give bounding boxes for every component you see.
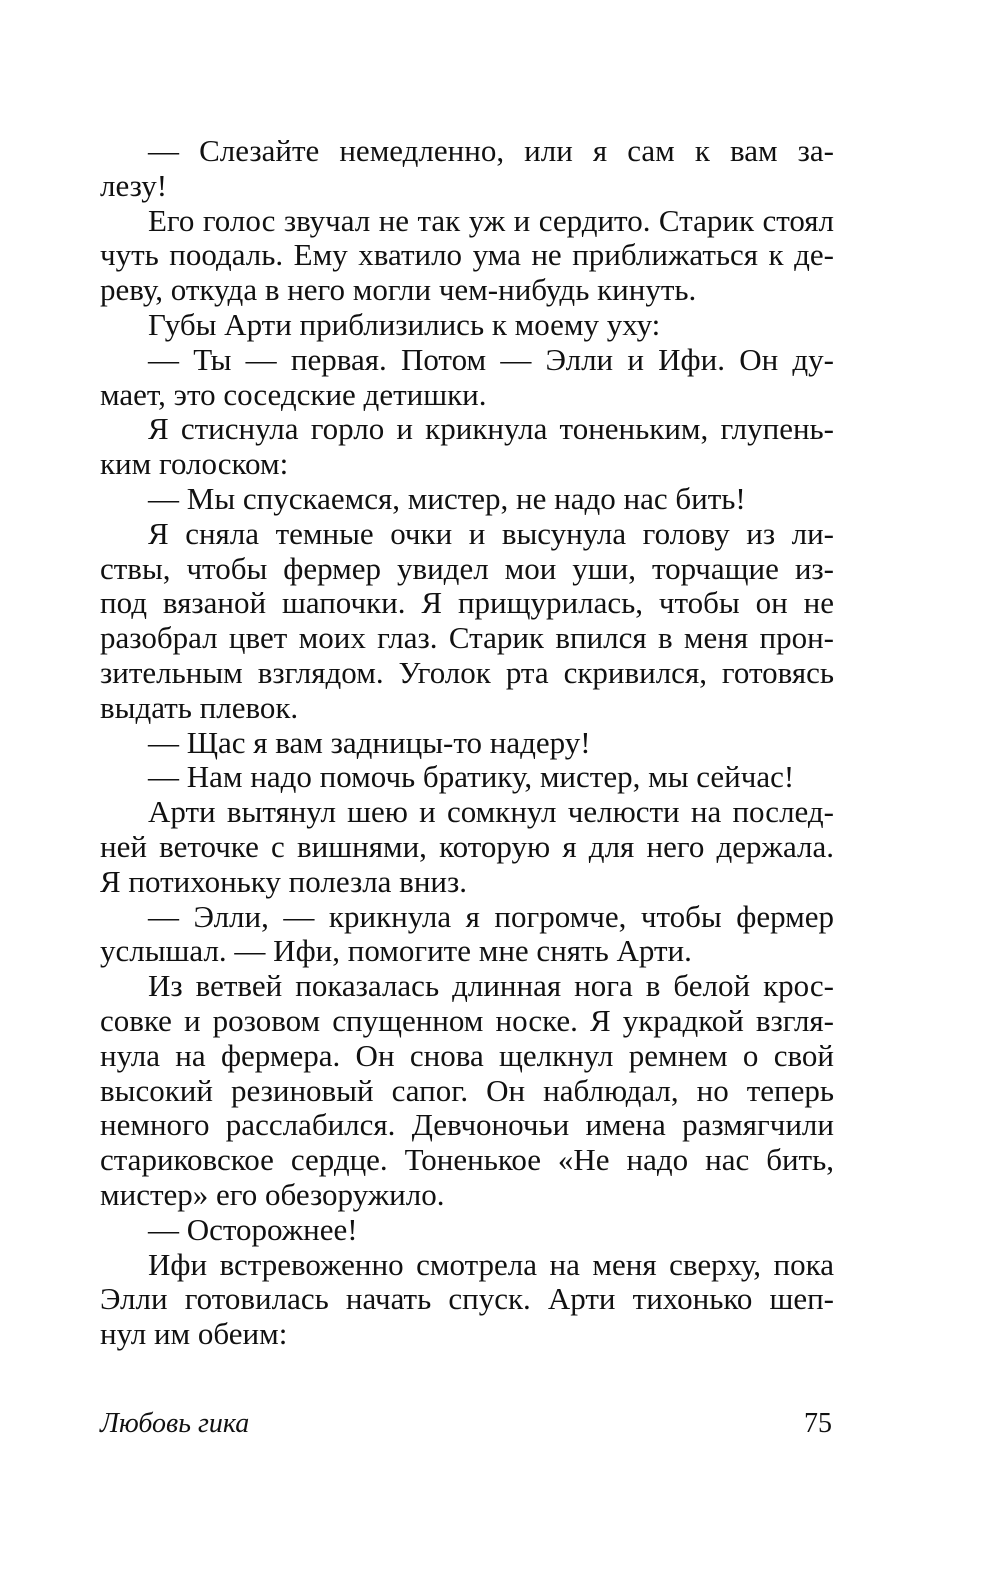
text-line: Ифи встревоженно смотрела на меня сверху, пока bbox=[148, 1247, 834, 1282]
text-line: ким голоском: bbox=[100, 447, 289, 482]
page-footer bbox=[100, 1404, 834, 1444]
text-line: Я потихоньку полезла вниз. bbox=[100, 864, 467, 899]
text-line: лезу! bbox=[100, 168, 168, 203]
text-line: разобрал цвет моих глаз. Старик впился в меня прон- bbox=[100, 621, 834, 656]
text-line: мает, это соседские детишки. bbox=[100, 377, 487, 412]
text-line: — Ты — первая. Потом — Элли и Ифи. Он ду- bbox=[148, 342, 834, 377]
text-line: чуть поодаль. Ему хватило ума не приближаться к де- bbox=[100, 238, 834, 273]
text-line: Губы Арти приблизились к моему уху: bbox=[148, 307, 661, 342]
text-line: Арти вытянул шею и сомкнул челюсти на послед- bbox=[148, 795, 834, 830]
text-line: — Элли, — крикнула я погромче, чтобы фермер bbox=[148, 899, 834, 934]
text-line: стариковское сердце. Тоненькое «Не надо нас бить, bbox=[100, 1143, 834, 1178]
text-line: реву, откуда в него могли чем-нибудь кинуть. bbox=[100, 273, 697, 308]
body-text bbox=[100, 134, 834, 1352]
text-line: выдать плевок. bbox=[100, 690, 299, 725]
text-line: нул им обеим: bbox=[100, 1317, 288, 1352]
text-line: ствы, чтобы фермер увидел мои уши, торчащие из- bbox=[100, 551, 834, 586]
text-line: высокий резиновый сапог. Он наблюдал, но теперь bbox=[100, 1073, 834, 1108]
text-line: Элли готовилась начать спуск. Арти тихонько шеп- bbox=[100, 1282, 834, 1317]
text-line: немного расслабился. Девчоночьи имена размягчили bbox=[100, 1108, 834, 1143]
text-line: — Мы спускаемся, мистер, не надо нас бить! bbox=[148, 481, 746, 516]
text-line: — Слезайте немедленно, или я сам к вам за- bbox=[148, 134, 834, 168]
text-line: нула на фермера. Он снова щелкнул ремнем о свой bbox=[100, 1038, 834, 1073]
text-line: — Нам надо помочь братику, мистер, мы сейчас! bbox=[148, 760, 795, 795]
text-line: Я сняла темные очки и высунула голову из ли- bbox=[148, 516, 834, 551]
text-line: — Щас я вам задницы-то надеру! bbox=[148, 725, 591, 760]
text-line: под вязаной шапочки. Я прищурилась, чтобы он не bbox=[100, 586, 834, 621]
text-line: совке и розовом спущенном носке. Я украдкой взгля- bbox=[100, 1003, 834, 1038]
running-title: Любовь гика bbox=[100, 1408, 250, 1439]
text-line: мистер» его обезоружило. bbox=[100, 1177, 445, 1212]
text-line: Его голос звучал не так уж и сердито. Старик стоял bbox=[148, 203, 834, 238]
text-line: — Осторожнее! bbox=[148, 1212, 358, 1247]
text-line: ней веточке с вишнями, которую я для него держала. bbox=[100, 829, 834, 864]
text-line: Я стиснула горло и крикнула тоненьким, глупень- bbox=[148, 412, 834, 447]
text-line: зительным взглядом. Уголок рта скривился, готовясь bbox=[100, 655, 834, 690]
text-line: Из ветвей показалась длинная нога в белой крос- bbox=[148, 969, 834, 1004]
text-line: услышал. — Ифи, помогите мне снять Арти. bbox=[100, 934, 692, 969]
page-number: 75 bbox=[804, 1408, 832, 1439]
